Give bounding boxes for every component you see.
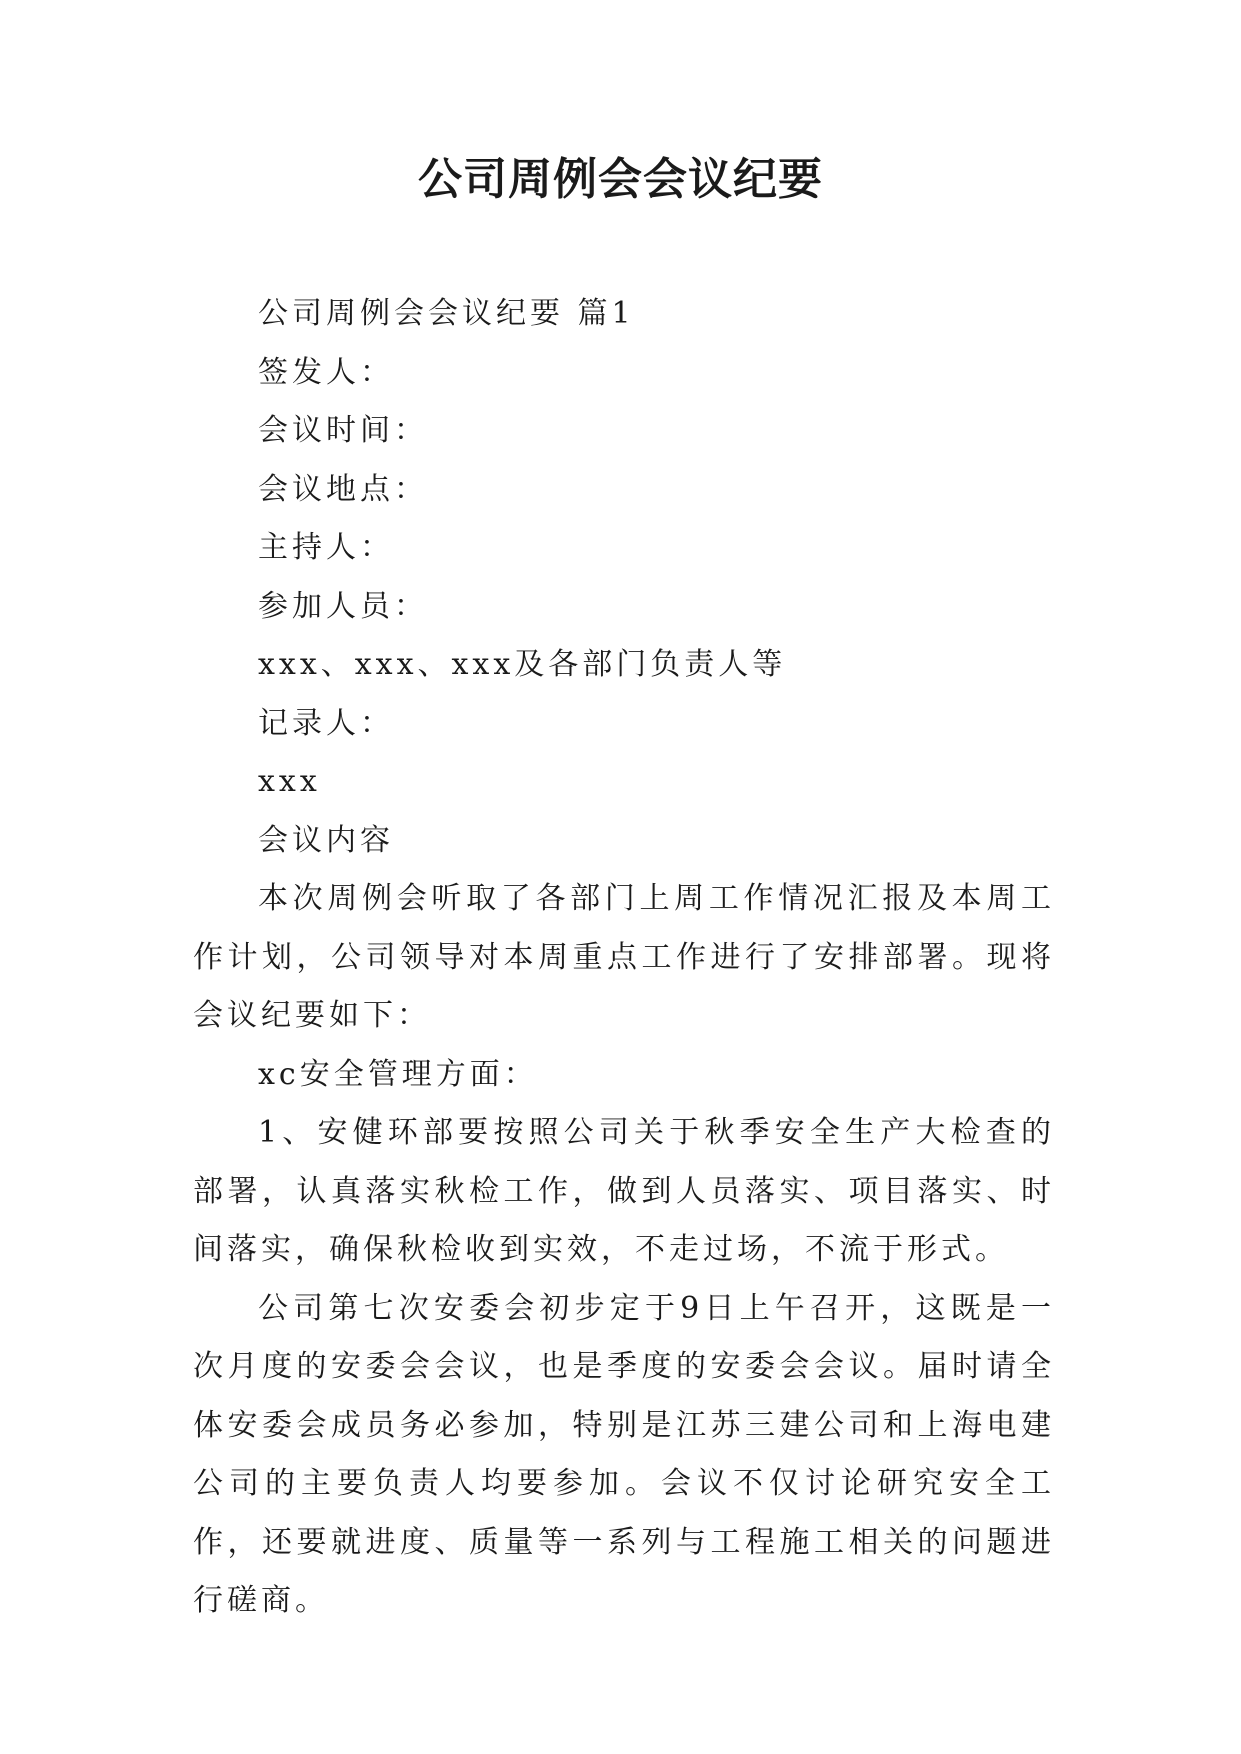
intro-paragraph: 本次周例会听取了各部门上周工作情况汇报及本周工作计划，公司领导对本周重点工作进行了安排部署。现将会议纪要如下： bbox=[193, 881, 1055, 1033]
document-title: 公司周例会会议纪要 bbox=[418, 154, 823, 205]
section-label: 公司周例会会议纪要 篇1 bbox=[258, 296, 635, 331]
recorder-label: 记录人： bbox=[258, 705, 394, 741]
document-body bbox=[193, 285, 1055, 1631]
paragraph: 公司第七次安委会初步定于9日上午召开，这既是一次月度的安委会会议，也是季度的安委会会议。届时请全体安委会成员务必参加，特别是江苏三建公司和上海电建公司的主要负责人均要参加。会议不仅讨论研究安全工作，还要就进度、质量等一系列与工程施工相关的问题进行磋商。 bbox=[193, 1290, 1055, 1618]
meeting-time-label: 会议时间： bbox=[258, 413, 428, 448]
host-label: 主持人： bbox=[258, 530, 394, 565]
attendees-value: xxx、xxx、xxx及各部门负责人等 bbox=[258, 647, 787, 682]
paragraph: 1、安健环部要按照公司关于秋季安全生产大检查的部署，认真落实秋检工作，做到人员落实、项目落实、时间落实，确保秋检收到实效，不走过场，不流于形式。 bbox=[193, 1115, 1055, 1267]
issuer-label: 签发人： bbox=[258, 354, 394, 390]
safety-section-heading: xc安全管理方面： bbox=[258, 1056, 538, 1092]
attendees-label: 参加人员： bbox=[258, 588, 428, 624]
recorder-value: xxx bbox=[258, 764, 321, 799]
meeting-content-heading: 会议内容 bbox=[258, 822, 394, 858]
meeting-location-label: 会议地点： bbox=[258, 471, 428, 507]
